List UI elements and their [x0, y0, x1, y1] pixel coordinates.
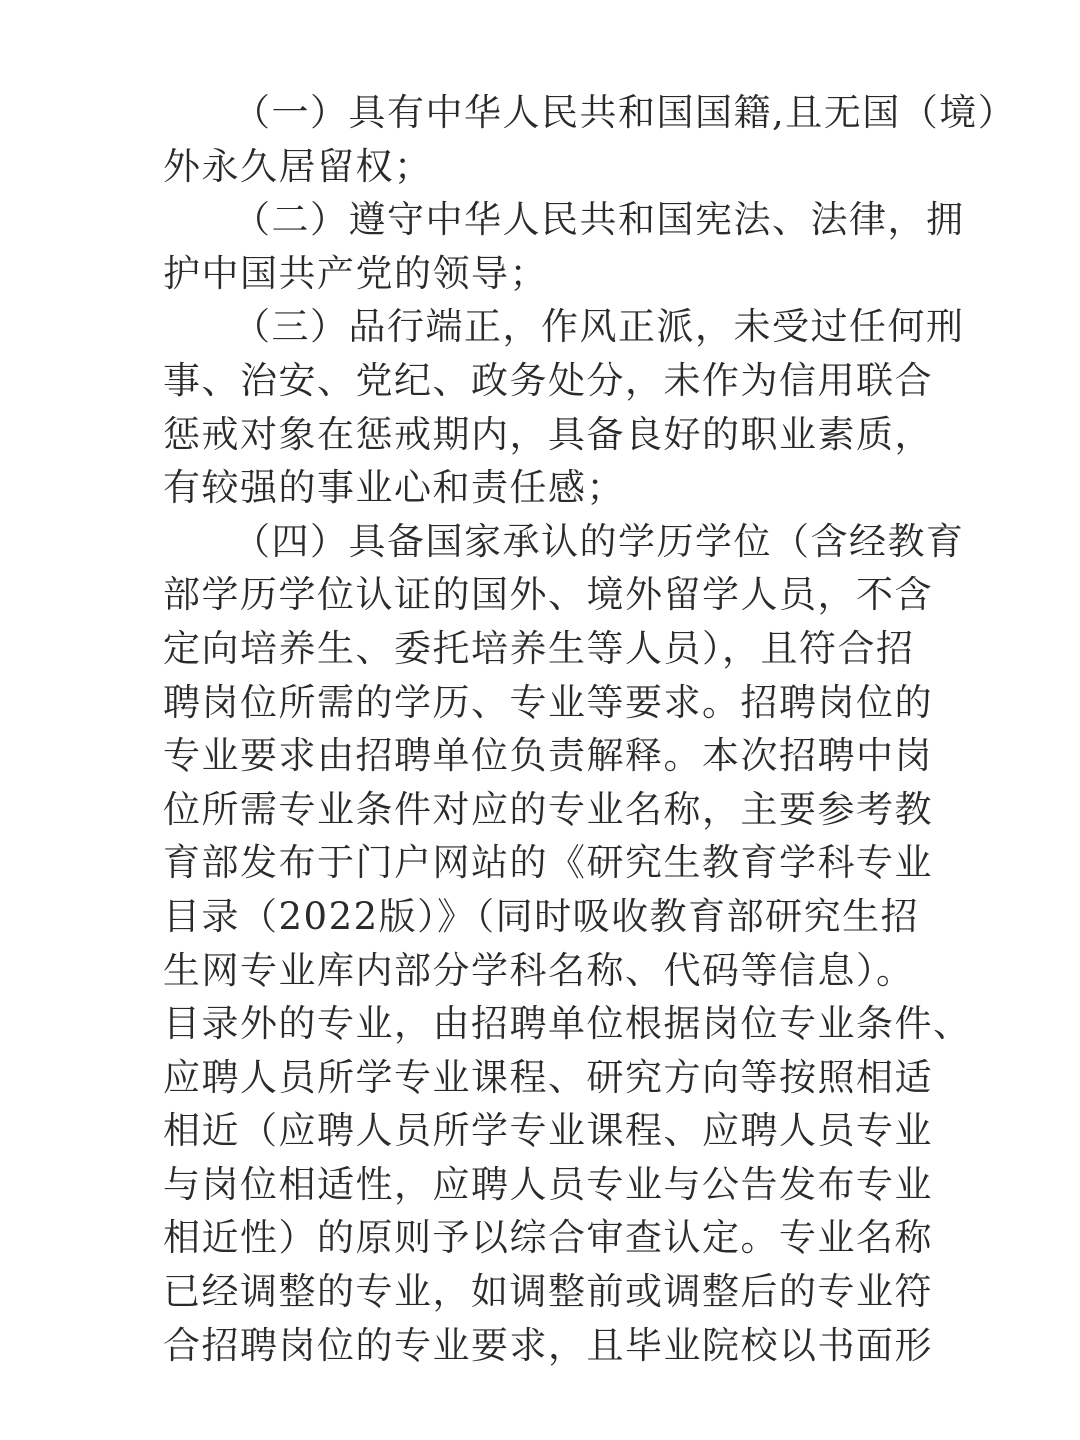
text-line: （一）具有中华人民共和国国籍,且无国（境） — [233, 91, 1017, 134]
text-line: （四）具备国家承认的学历学位（含经教育 — [233, 519, 965, 563]
text-line: 部学历学位认证的国外、境外留学人员，不含 — [163, 573, 933, 617]
text-line: 目录（2022版）》（同时吸收教育部研究生招 — [163, 894, 920, 938]
text-line: 护中国共产党的领导； — [163, 251, 548, 295]
text-line: （三）品行端正，作风正派，未受过任何刑 — [233, 305, 965, 349]
text-line: 生网专业库内部分学科名称、代码等信息）。 — [163, 948, 915, 992]
text-line: 外永久居留权； — [163, 144, 433, 188]
text-line: 位所需专业条件对应的专业名称，主要参考教 — [163, 787, 933, 831]
text-line: 已经调整的专业，如调整前或调整后的专业符 — [163, 1270, 933, 1314]
text-line: 与岗位相适性，应聘人员专业与公告发布专业 — [163, 1162, 933, 1206]
text-line: 相近（应聘人员所学专业课程、应聘人员专业 — [163, 1109, 933, 1153]
text-line: （二）遵守中华人民共和国宪法、法律，拥 — [233, 198, 965, 242]
text-line: 应聘人员所学专业课程、研究方向等按照相适 — [163, 1055, 933, 1099]
text-line: 目录外的专业，由招聘单位根据岗位专业条件、 — [163, 1002, 972, 1046]
text-line: 聘岗位所需的学历、专业等要求。招聘岗位的 — [163, 680, 933, 724]
text-line: 合招聘岗位的专业要求，且毕业院校以书面形 — [163, 1323, 933, 1367]
text-line: 专业要求由招聘单位负责解释。本次招聘中岗 — [163, 734, 933, 778]
text-line: 惩戒对象在惩戒期内，具备良好的职业素质， — [163, 412, 933, 456]
text-line: 定向培养生、委托培养生等人员），且符合招 — [163, 626, 915, 670]
text-line: 相近性）的原则予以综合审查认定。专业名称 — [163, 1216, 933, 1260]
text-line: 事、治安、党纪、政务处分，未作为信用联合 — [163, 358, 933, 402]
document-body — [163, 86, 1017, 1372]
text-line: 育部发布于门户网站的《研究生教育学科专业 — [163, 841, 933, 885]
text-line: 有较强的事业心和责任感； — [163, 466, 625, 510]
